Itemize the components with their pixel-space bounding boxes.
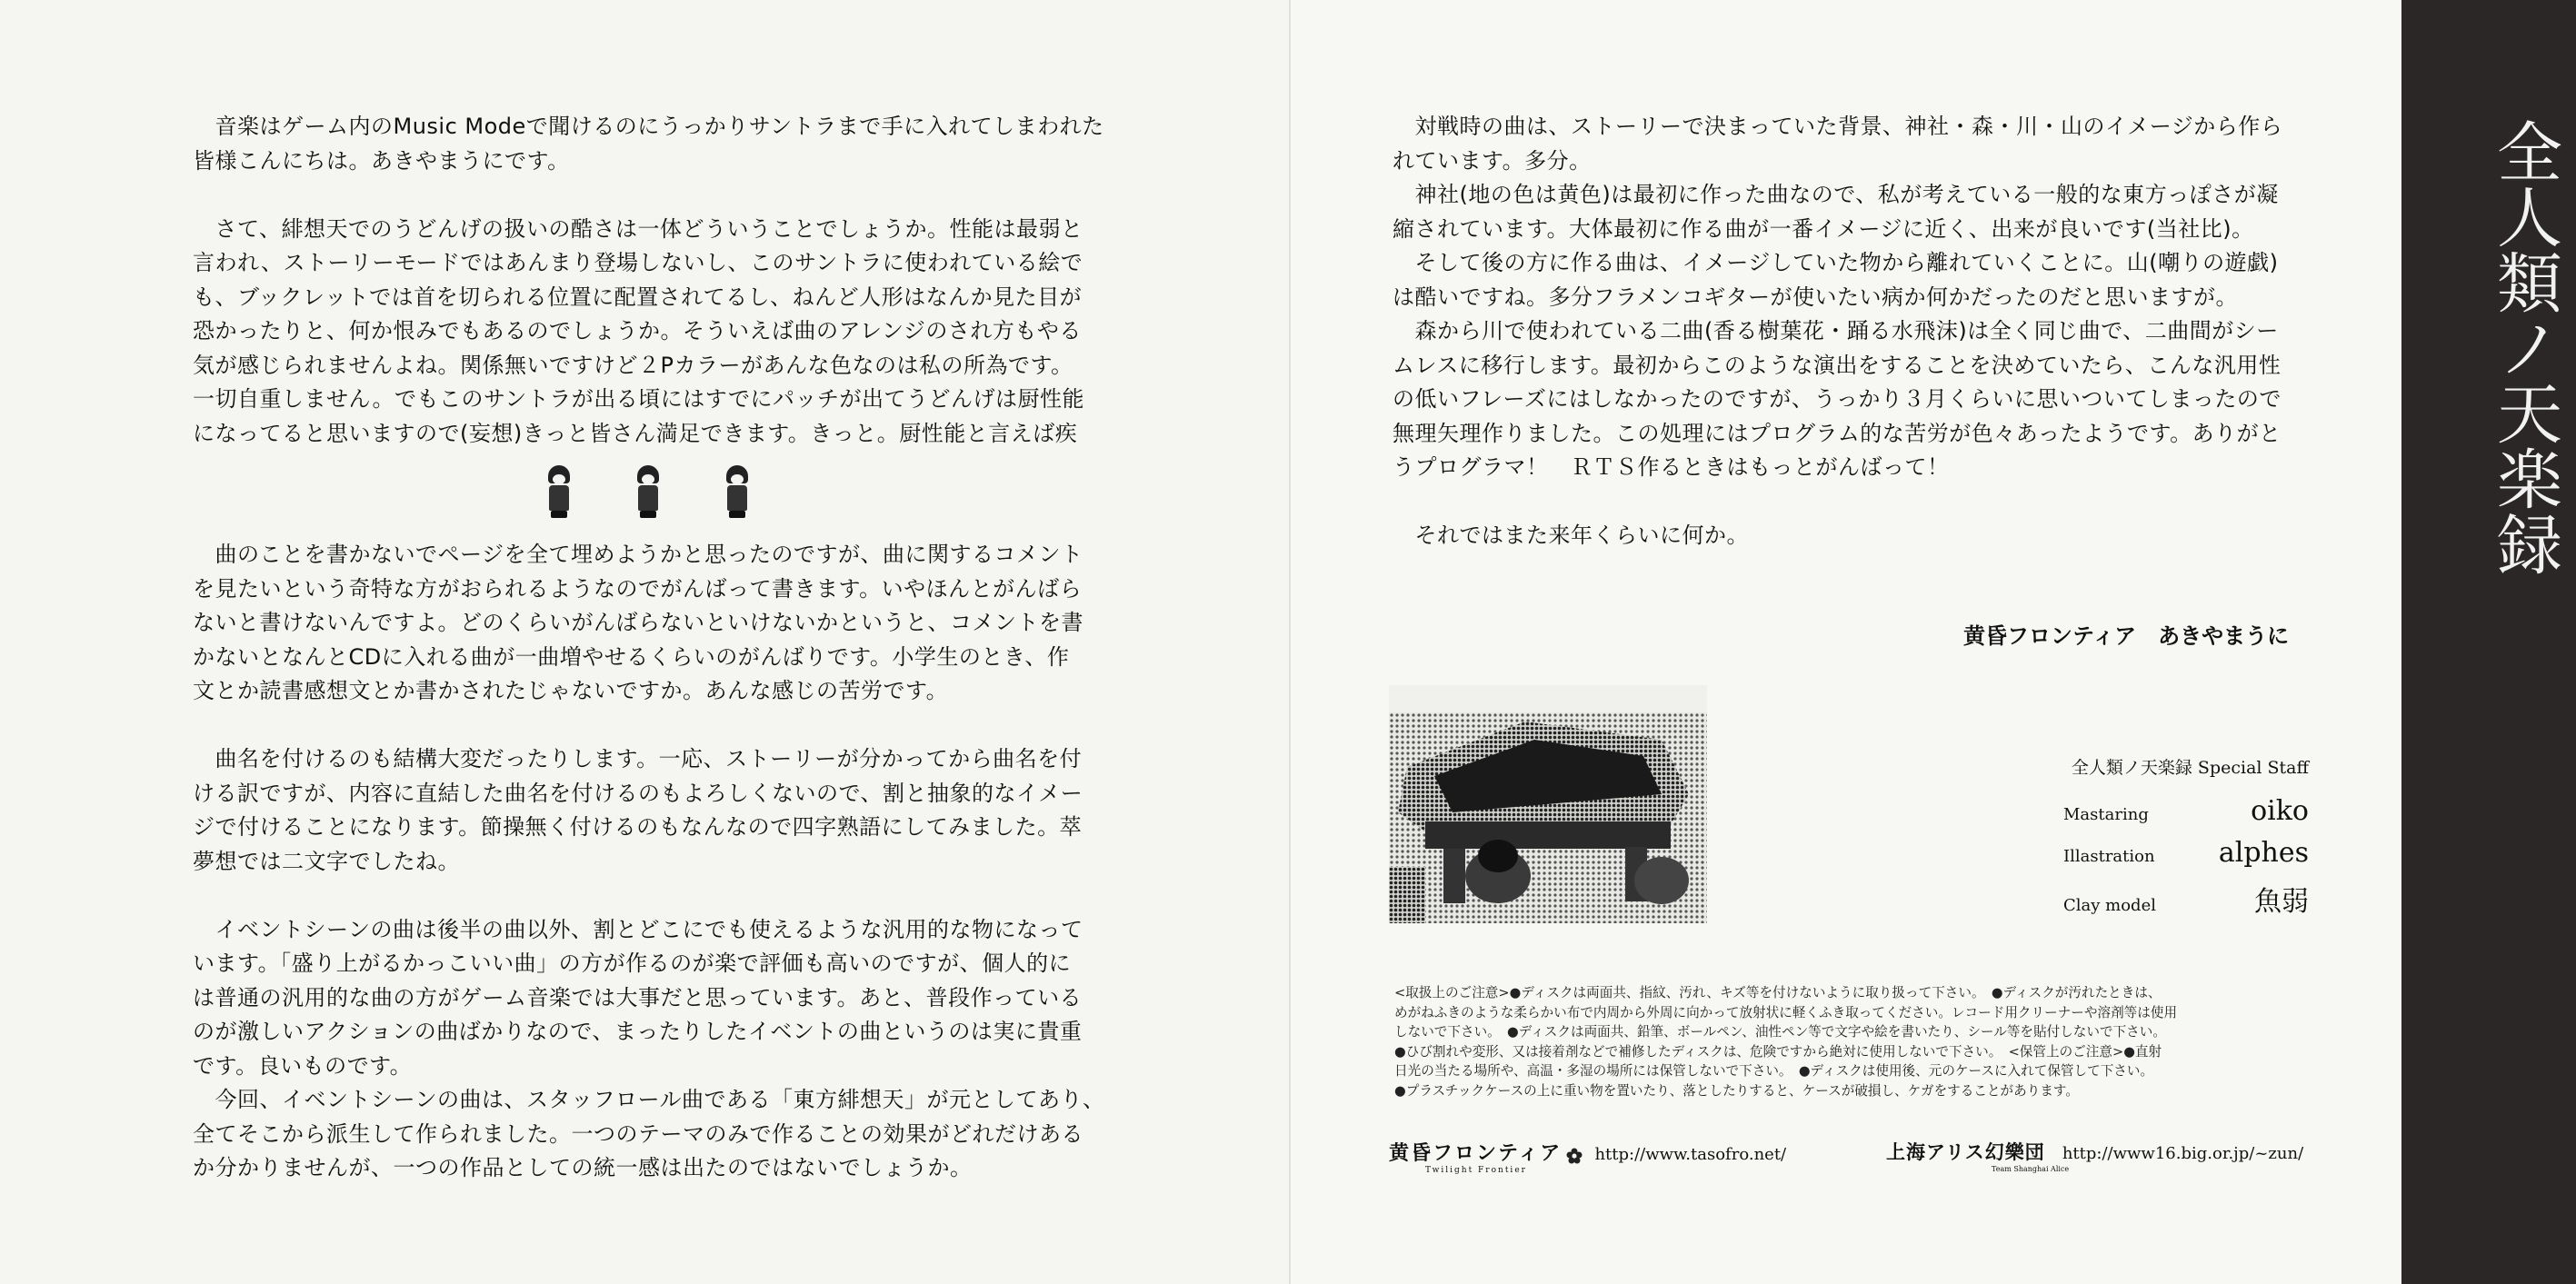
paragraph-event-scenes: イベントシーンの曲は後半の曲以外、割とどこにでも使えるような汎用的な物になって います。「盛り上がるかっこいい曲」の方が作るのが楽で評価も高いのですが、個人的に は普通の汎用的な曲の方がゲーム音楽では大事だと思っています。あと、普段作っている のが激しいアクションの曲ばかりなので、まったりしたイベントの曲というのは実に貴重 です。良いものです。 今回、イベントシーンの曲は、スタッフロール曲である「東方緋想天」が元としてあり、 全てそこから派生して作られました。一つのテーマのみで作ることの効果がどれだけある か分かりませんが、一つの作品としての統一感は出たのではないでしょうか。 [193, 916, 1105, 1180]
paragraph-intro: 音楽はゲーム内のMusic Modeで聞けるのにうっかりサントラまで手に入れてしまわれた 皆様こんにちは。あきやまうにです。 [193, 114, 1104, 174]
clay-model-photo [1389, 685, 1707, 923]
team-shanghai-alice-subtitle: Team Shanghai Alice [1992, 1165, 2070, 1173]
staff-row: Mastaring oiko [2063, 795, 2309, 827]
right-page-text [1393, 110, 2282, 553]
clay-model-photo-image [1389, 685, 1707, 923]
special-staff [2063, 754, 2309, 921]
flower-icon [1566, 1148, 1583, 1164]
footer-twilight-frontier [1389, 1138, 1786, 1174]
staff-title: 全人類ノ天楽録 Special Staff [2071, 758, 2309, 778]
team-shanghai-alice-logo: 上海アリス幻樂団 [1886, 1141, 2045, 1163]
staff-row: Clay model 魚弱 [2063, 886, 2309, 918]
clay-doll-icons [545, 465, 764, 520]
paragraph-closing: それではまた来年くらいに何か。 [1393, 523, 1749, 548]
paragraph-battle-music: 対戦時の曲は、ストーリーで決まっていた背景、神社・森・川・山のイメージから作ら れています。多分。 神社(地の色は黄色)は最初に作った曲なので、私が考えている一般的な東方っぽさが凝 縮されています。大体最初に作る曲が一番イメージに近く、出来が良いです(当社比)。 そして後の方に作る曲は、イメージしていた物から離れていくことに。山(嘲りの遊戯) は酷いですね。多分フラメンコギターが使いたい病か何かだったのだと思いますが。 森から川で使われている二曲(香る樹葉花・踊る水飛沫)は全く同じ曲で、二曲間がシー ムレスに移行します。最初からこのような演出をすることを決めていたら、こんな汎用性 の低いフレーズにはしなかったのですが、うっかり３月くらいに思いついてしまったので 無理矢理作りました。この処理にはプログラム的な苦労が色々あったようです。ありがと うプログラマ！ ＲＴＳ作るときはもっとがんばって！ [1393, 114, 2283, 480]
disc-handling-notice: <取扱上のご注意>●ディスクは両面共、指紋、汚れ、キズ等を付けないように取り扱って下さい。 ●ディスクが汚れたときは、 めがねふきのような柔らかい布で内周から外周に向かって放射状に軽くふき取ってください。レコード用クリーナーや溶剤等は使用 しないで下さい。 ●ディスクは両面共、鉛筆、ボールペン、油性ペン等で文字や絵を書いたり、シール等を貼付しないで下さい。 ●ひび割れや変形、又は接着剤などで補修したディスクは、危険ですから絶対に使用しないで下さい。 <保管上のご注意>●直射 日光の当たる場所や、高温・多湿の場所には保管しないで下さい。 ●ディスクは使用後、元のケースに入れて保管して下さい。 ●プラスチックケースの上に重い物を置いたり、落としたりすると、ケースが破損し、ケガをすることがあります。 [1394, 985, 2178, 1099]
staff-row: Illastration alphes [2063, 837, 2309, 869]
twilight-frontier-logo: 黄昏フロンティア [1389, 1142, 1563, 1165]
spine-title: 全 人 類 ノ 天 楽 録 [2486, 118, 2562, 576]
spine [2401, 0, 2576, 1284]
signature: 黄昏フロンティア あきやまうに [1963, 623, 2290, 649]
twilight-frontier-subtitle: Twilight Frontier [1425, 1166, 1527, 1175]
footer-team-shanghai-alice [1886, 1138, 2303, 1174]
paragraph-udonge: さて、緋想天でのうどんげの扱いの酷さは一体どういうことでしょうか。性能は最弱と 言われ、ストーリーモードではあんまり登場しないし、このサントラに使われている絵で も、ブックレットでは首を切られる位置に配置されてるし、ねんど人形はなんか見た目が 恐かったりと、何か恨みでもあるのでしょうか。そういえば曲のアレンジのされ方もやる 気が感じられませんよね。関係無いですけど２Pカラーがあんな色なのは私の所為です。 一切自重しません。でもこのサントラが出る頃にはすでにパッチが出てうどんげは厨性能 になってると思いますので(妄想)きっと皆さん満足できます。きっと。厨性能と言えば疾 [193, 215, 1084, 446]
zun-url[interactable]: http://www16.big.or.jp/~zun/ [2062, 1144, 2304, 1163]
paragraph-titles: 曲名を付けるのも結構大変だったりします。一応、ストーリーが分かってから曲名を付 ける訳ですが、内容に直結した曲名を付けるのもよろしくないので、割と抽象的なイメー ジで付けることになります。節操無く付けるのもなんなので四字熟語にしてみました。萃 夢想では二文字でしたね。 [193, 746, 1083, 874]
clay-doll-icon [724, 465, 751, 518]
clay-doll-icon [634, 465, 662, 518]
clay-doll-icon [545, 465, 573, 518]
left-page-text [193, 110, 1104, 451]
paragraph-comments: 曲のことを書かないでページを全て埋めようかと思ったのですが、曲に関するコメント を見たいという奇特な方がおられるようなのでがんばって書きます。いやほんとがんばら ないと書けないんですよ。どのくらいがんばらないといけないかというと、コメントを書 かないとなんとCDに入れる曲が一曲増やせるくらいのがんばりです。小学生のとき、作 文とか読書感想文とか書かされたじゃないですか。あんな感じの苦労です。 [193, 542, 1083, 703]
left-page-text-lower [193, 538, 1105, 1186]
tasofro-url[interactable]: http://www.tasofro.net/ [1594, 1145, 1787, 1164]
